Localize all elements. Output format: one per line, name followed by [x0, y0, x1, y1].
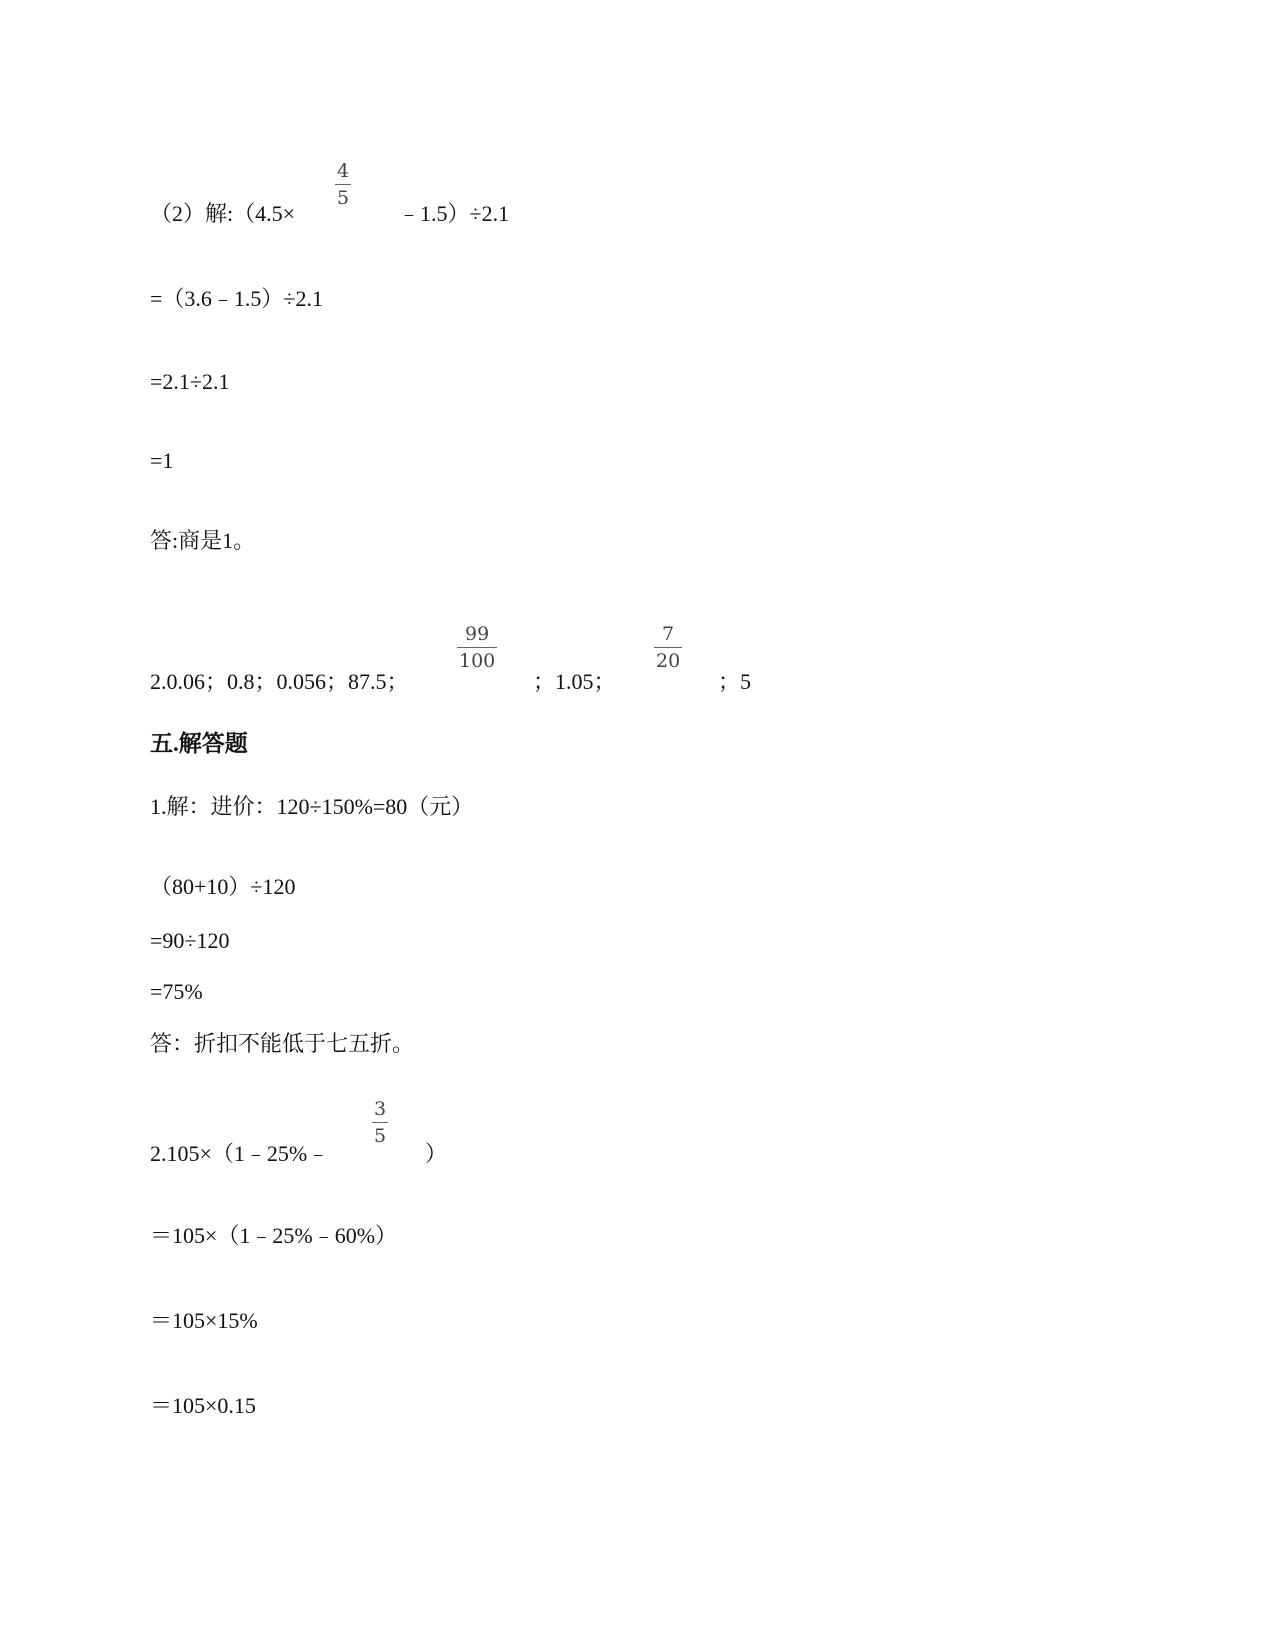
problem1-line1: 1.解：进价：120÷150%=80（元） — [150, 794, 474, 819]
part2-line1-left: （2）解:（4.5× — [150, 201, 296, 226]
problem2-line1-right: ） — [425, 1141, 448, 1166]
fraction-denominator: 5 — [337, 187, 350, 209]
fraction-bar — [372, 1122, 388, 1123]
fraction-numerator: 4 — [337, 160, 350, 182]
fraction-numerator: 3 — [374, 1098, 387, 1120]
fraction-denominator: 5 — [374, 1125, 387, 1147]
problem1-line4: =75% — [150, 979, 203, 1004]
fraction-7-over-20 — [654, 623, 682, 672]
problem1-answer: 答：折扣不能低于七五折。 — [150, 1031, 415, 1056]
part2-line2: =（3.6﹣1.5）÷2.1 — [150, 286, 323, 311]
problem1-line3: =90÷120 — [150, 928, 230, 953]
fraction-four-fifths — [335, 160, 351, 209]
part2-line4: =1 — [150, 448, 174, 473]
fraction-three-fifths — [372, 1098, 388, 1147]
part2-line1-right: ﹣1.5）÷2.1 — [398, 201, 510, 226]
problem2-line4: ＝105×0.15 — [150, 1393, 256, 1418]
q2-segment-a: 2.0.06；0.8；0.056；87.5； — [150, 669, 409, 694]
fraction-numerator: 7 — [662, 623, 675, 645]
problem2-line2: ＝105×（1﹣25%﹣60%） — [150, 1223, 398, 1248]
fraction-numerator: 99 — [465, 623, 490, 645]
section-heading: 五.解答题 — [150, 731, 248, 756]
part2-answer: 答:商是1。 — [150, 528, 256, 553]
fraction-99-over-100 — [457, 623, 497, 672]
q2-segment-b: ；1.05； — [533, 669, 616, 694]
fraction-denominator: 20 — [656, 650, 681, 672]
problem2-line1-left: 2.105×（1﹣25%﹣ — [150, 1141, 330, 1166]
problem2-line3: ＝105×15% — [150, 1308, 258, 1333]
problem1-line2: （80+10）÷120 — [150, 874, 296, 899]
fraction-denominator: 100 — [459, 650, 496, 672]
fraction-bar — [457, 647, 497, 648]
fraction-bar — [335, 184, 351, 185]
q2-segment-c: ；5 — [718, 669, 752, 694]
part2-line3: =2.1÷2.1 — [150, 369, 230, 394]
fraction-bar — [654, 647, 682, 648]
